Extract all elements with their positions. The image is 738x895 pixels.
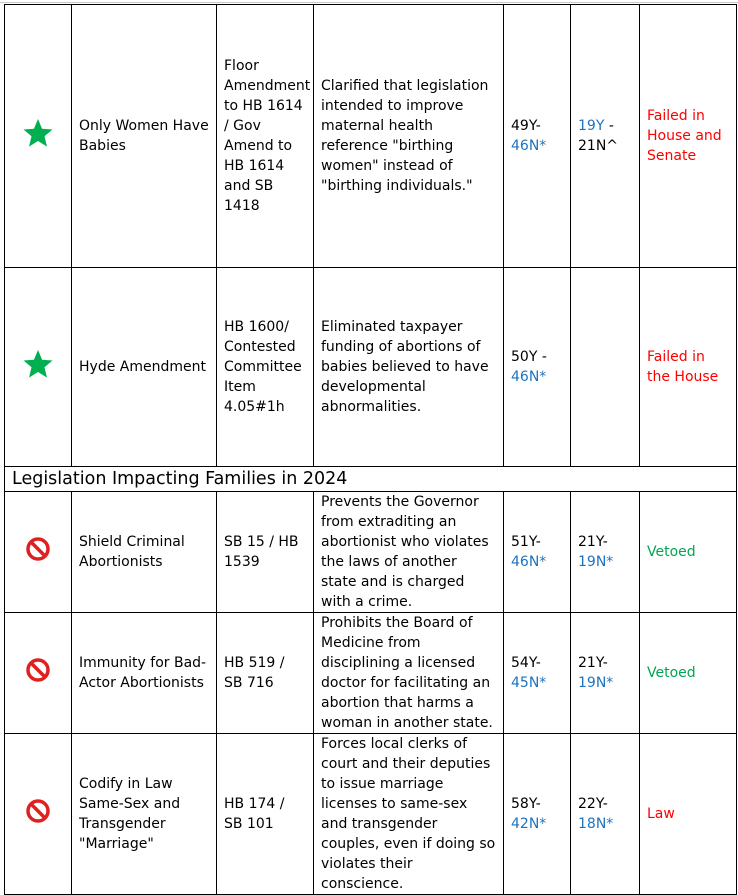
house-vote-no: 45N*	[511, 675, 547, 691]
senate-vote-separator: -	[604, 118, 614, 134]
house-vote	[504, 613, 571, 734]
measure-description: Prevents the Governor from extraditing an abortionist who violates the laws of another state and is charged with a crime.	[314, 492, 504, 613]
senate-vote-no: 19N*	[578, 675, 614, 691]
senate-vote	[571, 613, 640, 734]
outcome: Failed in the House	[640, 268, 737, 467]
bill-number: HB 519 / SB 716	[217, 613, 314, 734]
table-row	[5, 492, 737, 613]
row-icon-cell	[5, 734, 72, 895]
house-vote-no: 42N*	[511, 816, 547, 832]
top-divider	[0, 2, 738, 3]
outcome: Failed in House and Senate	[640, 5, 737, 268]
bill-number: SB 15 / HB 1539	[217, 492, 314, 613]
senate-vote-yes: 19Y	[578, 118, 605, 134]
senate-vote-no: 21N^	[578, 138, 619, 154]
prohibit-icon	[25, 536, 51, 562]
measure-name: Shield Criminal Abortionists	[72, 492, 217, 613]
table-row	[5, 268, 737, 467]
senate-vote-yes: 21Y-	[578, 655, 608, 671]
house-vote	[504, 492, 571, 613]
row-icon-cell	[5, 268, 72, 467]
house-vote-yes: 50Y -	[511, 349, 547, 365]
bill-number: HB 1600/ Contested Committee Item 4.05#1h	[217, 268, 314, 467]
bill-number: HB 174 / SB 101	[217, 734, 314, 895]
senate-vote	[571, 5, 640, 268]
house-vote	[504, 734, 571, 895]
table-row	[5, 5, 737, 268]
measure-description: Prohibits the Board of Medicine from disciplining a licensed doctor for facilitating an abortion that harms a woman in another state.	[314, 613, 504, 734]
row-icon-cell	[5, 492, 72, 613]
senate-vote	[571, 492, 640, 613]
star-icon	[22, 348, 54, 380]
row-icon-cell	[5, 613, 72, 734]
outcome: Law	[640, 734, 737, 895]
table-row	[5, 613, 737, 734]
senate-vote-no: 19N*	[578, 554, 614, 570]
outcome: Vetoed	[640, 492, 737, 613]
house-vote	[504, 268, 571, 467]
measure-name: Immunity for Bad-Actor Abortionists	[72, 613, 217, 734]
legislation-table	[4, 4, 737, 895]
section-header-row	[5, 467, 737, 492]
house-vote-yes: 51Y-	[511, 534, 541, 550]
outcome: Vetoed	[640, 613, 737, 734]
measure-description: Eliminated taxpayer funding of abortions of babies believed to have developmental abnormalities.	[314, 268, 504, 467]
house-vote-yes: 49Y-	[511, 118, 541, 134]
row-icon-cell	[5, 5, 72, 268]
section-title: Legislation Impacting Families in 2024	[5, 467, 737, 492]
house-vote-yes: 54Y-	[511, 655, 541, 671]
house-vote-no: 46N*	[511, 138, 547, 154]
senate-vote-no: 18N*	[578, 816, 614, 832]
house-vote-no: 46N*	[511, 369, 547, 385]
measure-name: Codify in Law Same-Sex and Transgender "Marriage"	[72, 734, 217, 895]
house-vote-yes: 58Y-	[511, 796, 541, 812]
table-row	[5, 734, 737, 895]
prohibit-icon	[25, 798, 51, 824]
bill-number: Floor Amendment to HB 1614 / Gov Amend to HB 1614 and SB 1418	[217, 5, 314, 268]
measure-name: Only Women Have Babies	[72, 5, 217, 268]
senate-vote-yes: 22Y-	[578, 796, 608, 812]
measure-description: Clarified that legislation intended to improve maternal health reference "birthing women" instead of "birthing individuals."	[314, 5, 504, 268]
senate-vote-yes: 21Y-	[578, 534, 608, 550]
measure-description: Forces local clerks of court and their deputies to issue marriage licenses to same-sex and transgender couples, even if doing so violates their conscience.	[314, 734, 504, 895]
star-icon	[22, 117, 54, 149]
house-vote	[504, 5, 571, 268]
prohibit-icon	[25, 657, 51, 683]
house-vote-no: 46N*	[511, 554, 547, 570]
senate-vote	[571, 268, 640, 467]
measure-name: Hyde Amendment	[72, 268, 217, 467]
senate-vote	[571, 734, 640, 895]
